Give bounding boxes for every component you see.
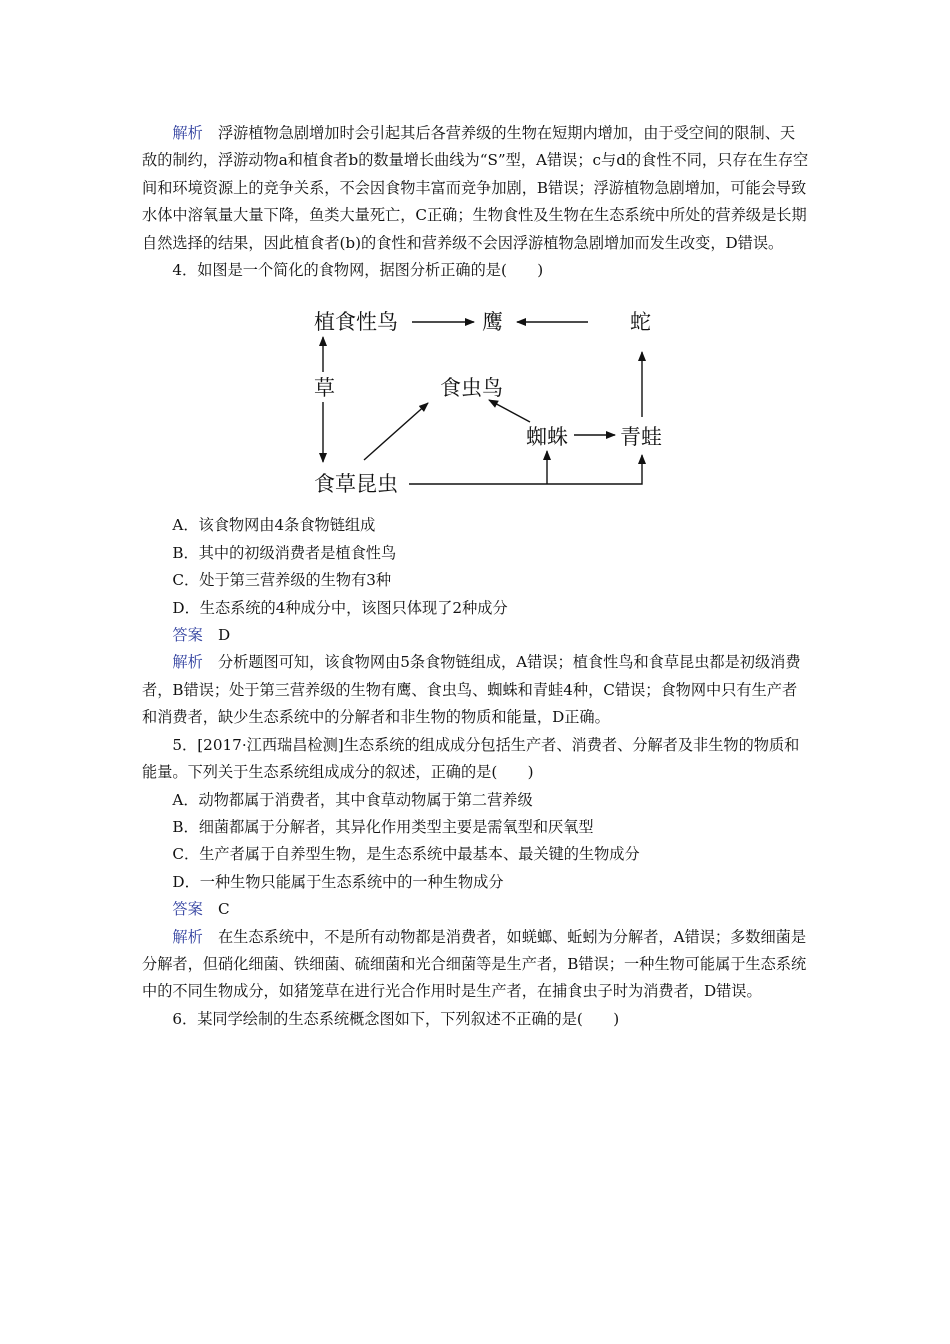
- q5-answer: [142, 896, 810, 923]
- q5-option-b: B．细菌都属于分解者，其异化作用类型主要是需氧型和厌氧型: [172, 817, 594, 836]
- food-web-diagram: [292, 292, 692, 512]
- q5-option-a: A．动物都属于消费者，其中食草动物属于第二营养级: [172, 790, 533, 809]
- question-6-stem: 6．某同学绘制的生态系统概念图如下，下列叙述不正确的是( ): [172, 1009, 620, 1028]
- q5-option-c: C．生产者属于自养型生物，是生态系统中最基本、最关键的生物成分: [172, 845, 640, 864]
- q5-option-d: D．一种生物只能属于生态系统中的一种生物成分: [172, 872, 504, 891]
- document-content: [142, 120, 810, 1033]
- node-herbivorous-insect: 食草昆虫: [314, 472, 398, 497]
- node-eagle: 鹰: [482, 310, 503, 335]
- q4-answer: [142, 622, 810, 649]
- node-grass: 草: [314, 376, 335, 401]
- answer-tag: 答案: [172, 900, 203, 919]
- analysis-text: 在生态系统中，不是所有动物都是消费者，如蜣螂、蚯蚓为分解者，A错误；多数细菌是分解者，但硝化细菌、铁细菌、硫细菌和光合细菌等是生产者，B错误；一种生物可能属于生态系统中的不同生物成分，如猪笼草在进行光合作用时是生产者，在捕食虫子时为消费者，D错误。: [142, 927, 807, 1001]
- answer-value: C: [217, 900, 230, 919]
- q5-analysis: [142, 924, 810, 1006]
- arrow-spider-to-insectbird: [489, 400, 530, 422]
- q4-option-b: B．其中的初级消费者是植食性鸟: [172, 543, 397, 562]
- question-4-stem: 4．如图是一个简化的食物网，据图分析正确的是( ): [172, 261, 544, 280]
- node-spider: 蜘蛛: [526, 425, 568, 450]
- arrow-insect-to-insectbird: [364, 403, 428, 460]
- analysis-text: 分析题图可知，该食物网由5条食物链组成，A错误；植食性鸟和食草昆虫都是初级消费者，B错误；处于第三营养级的生物有鹰、食虫鸟、蜘蛛和青蛙4种，C错误；食物网中只有生产者和消费者，缺少生态系统中的分解者和非生物的物质和能量，D正确。: [142, 653, 801, 727]
- q4-analysis: [142, 649, 810, 731]
- analysis-q3: [142, 120, 810, 257]
- arrow-insect-to-frog: [409, 455, 642, 484]
- answer-value: D: [217, 626, 231, 645]
- analysis-text: 浮游植物急剧增加时会引起其后各营养级的生物在短期内增加，由于受空间的限制、天敌的制约，浮游动物a和植食者b的数量增长曲线为“S”型，A错误；c与d的食性不同，只存在生存空间和环境资源上的竞争关系，不会因食物丰富而竞争加剧，B错误；浮游植物急剧增加，可能会导致水体中溶氧量大量下降，鱼类大量死亡，C正确；生物食性及生物在生态系统中所处的营养级是长期自然选择的结果，因此植食者(b)的食性和营养级不会因浮游植物急剧增加而发生改变，D错误。: [142, 124, 809, 252]
- q4-option-c: C．处于第三营养级的生物有3种: [172, 571, 392, 590]
- analysis-tag: 解析: [172, 653, 203, 672]
- q4-option-a: A．该食物网由4条食物链组成: [172, 516, 376, 535]
- node-snake: 蛇: [630, 310, 651, 335]
- q4-option-d: D．生态系统的4种成分中，该图只体现了2种成分: [172, 598, 508, 617]
- node-frog: 青蛙: [620, 425, 662, 450]
- question-5-stem: 5．[2017·江西瑞昌检测]生态系统的组成成分包括生产者、消费者、分解者及非生物的物质和能量。下列关于生态系统组成成分的叙述，正确的是( ): [142, 735, 800, 782]
- node-herbivorous-bird: 植食性鸟: [314, 310, 398, 335]
- node-insectivorous-bird: 食虫鸟: [440, 376, 503, 401]
- analysis-tag: 解析: [172, 124, 203, 142]
- answer-tag: 答案: [172, 626, 203, 645]
- analysis-tag: 解析: [172, 927, 203, 946]
